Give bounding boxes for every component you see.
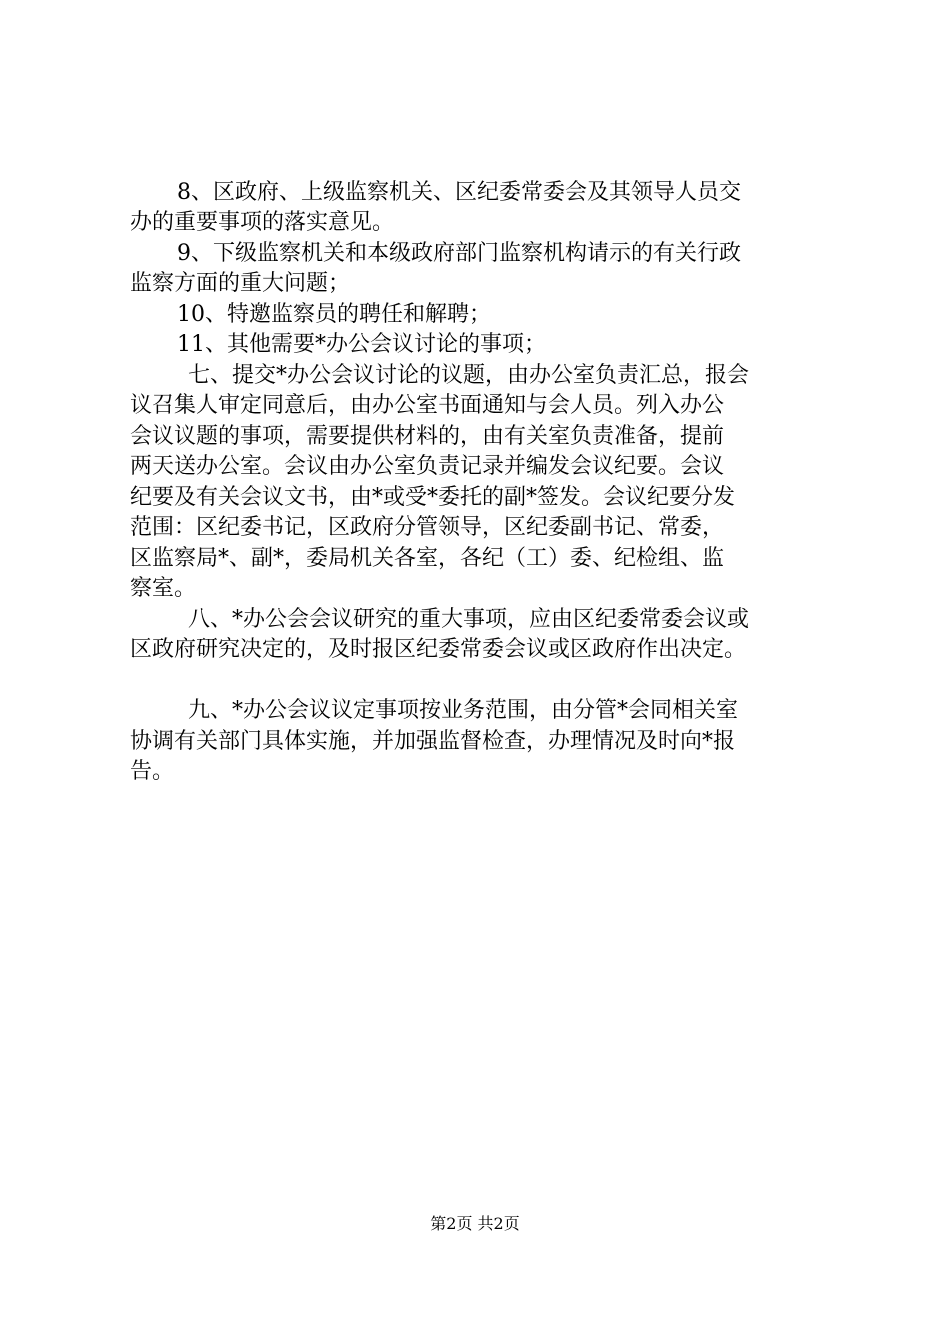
text-line: 9、下级监察机关和本级政府部门监察机构请示的有关行政 <box>177 241 741 266</box>
text-line: 纪要及有关会议文书，由*或受*委托的副*签发。会议纪要分发 <box>130 485 736 510</box>
text-line: 区政府研究决定的，及时报区纪委常委会议或区政府作出决定。 <box>130 637 747 662</box>
text-line: 会议议题的事项，需要提供材料的，由有关室负责准备，提前 <box>130 424 725 449</box>
text-line: 九、*办公会议议定事项按业务范围，由分管*会同相关室 <box>188 698 739 723</box>
text-line: 办的重要事项的落实意见。 <box>130 210 395 235</box>
text-line: 10、特邀监察员的聘任和解聘； <box>177 302 491 327</box>
text-line: 七、提交*办公会议讨论的议题，由办公室负责汇总，报会 <box>188 363 750 388</box>
text-line: 两天送办公室。会议由办公室负责记录并编发会议纪要。会议 <box>130 454 725 479</box>
text-line: 协调有关部门具体实施，并加强监督检查，办理情况及时向*报 <box>130 729 736 754</box>
text-line: 区监察局*、副*，委局机关各室，各纪（工）委、纪检组、监 <box>130 546 725 571</box>
text-line: 告。 <box>130 759 175 784</box>
text-line: 11、其他需要*办公会议讨论的事项； <box>177 332 546 357</box>
text-line: 监察方面的重大问题； <box>130 271 351 296</box>
text-line: 八、*办公会会议研究的重大事项，应由区纪委常委会议或 <box>188 607 750 632</box>
page-footer: 第2页 共2页 <box>430 1214 520 1233</box>
text-line: 察室。 <box>130 576 197 601</box>
text-line: 议召集人审定同意后，由办公室书面通知与会人员。列入办公 <box>130 393 725 418</box>
text-line: 范围：区纪委书记，区政府分管领导，区纪委副书记、常委， <box>130 515 725 540</box>
text-line: 8、区政府、上级监察机关、区纪委常委会及其领导人员交 <box>177 180 741 205</box>
